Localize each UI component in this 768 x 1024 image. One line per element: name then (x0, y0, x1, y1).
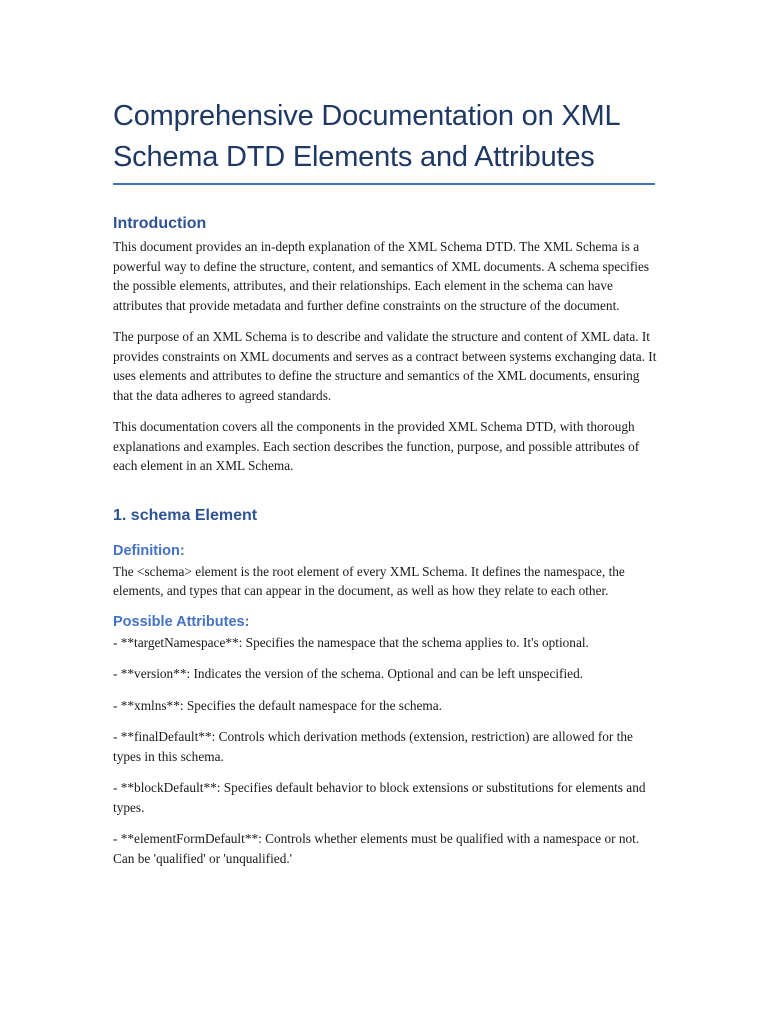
definition-heading: Definition: (113, 542, 185, 559)
intro-paragraph-1: This document provides an in-depth explanation of the XML Schema DTD. The XML Schema is a powerful way to define the structure, content, and semantics of XML documents. A schema specifies the possible elements, attributes, and their relationships. Each element in the schema can have attributes that provide metadata and further define constraints on the structure of the document. (113, 239, 650, 313)
title-underline (113, 183, 655, 185)
introduction-heading: Introduction (113, 215, 207, 232)
document-title: Comprehensive Documentation on XML Schema DTD Elements and Attributes (113, 100, 620, 173)
section-heading-schema-element: 1. schema Element (113, 506, 258, 524)
attribute-item-elementformdefault: - **elementFormDefault**: Controls whether elements must be qualified with a namespace or not. Can be 'qualified' or 'unqualified.' (113, 831, 640, 866)
attribute-item-finaldefault: - **finalDefault**: Controls which derivation methods (extension, restriction) are allowed for the types in this schema. (113, 729, 633, 764)
definition-text: The <schema> element is the root element of every XML Schema. It defines the namespace, the elements, and types that can appear in the document, as well as how they relate to each other. (113, 563, 625, 598)
attribute-item-xmlns: - **xmlns**: Specifies the default namespace for the schema. (113, 697, 442, 713)
possible-attributes-heading: Possible Attributes: (113, 613, 250, 630)
attribute-item-version: - **version**: Indicates the version of the schema. Optional and can be left unspecified. (113, 666, 584, 681)
attribute-item-blockdefault: - **blockDefault**: Specifies default behavior to block extensions or substitutions for elements and types. (113, 780, 646, 815)
intro-paragraph-2: The purpose of an XML Schema is to describe and validate the structure and content of XML data. It provides constraints on XML documents and serves as a contract between systems exchanging data. It uses elements and attributes to define the structure and semantics of the XML documents, ensuring that the data adheres to agreed standards. (113, 329, 657, 403)
attribute-item-targetnamespace: - **targetNamespace**: Specifies the namespace that the schema applies to. It's optional. (113, 634, 589, 650)
intro-paragraph-3: This documentation covers all the components in the provided XML Schema DTD, with thorough explanations and examples. Each section describes the function, purpose, and possible attributes of each element in an XML Schema. (113, 419, 640, 473)
